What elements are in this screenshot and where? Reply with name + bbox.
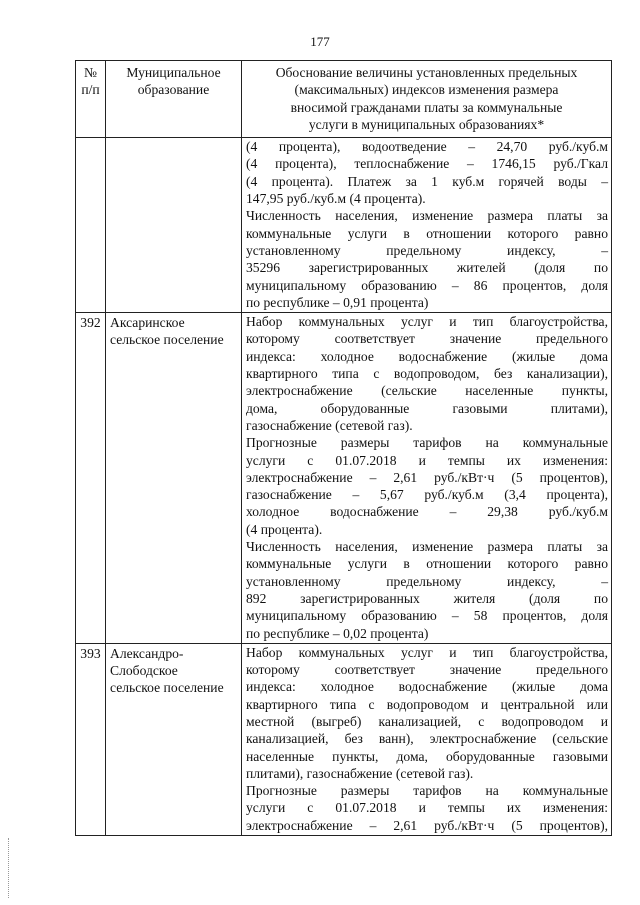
justification-paragraph xyxy=(246,434,608,538)
justification-text xyxy=(242,313,612,644)
header-num: № п/п xyxy=(76,61,106,138)
text-line: газоснабжение – 5,67 руб./куб.м (3,4 процента), xyxy=(246,487,608,503)
table-row xyxy=(76,138,612,313)
page-number: 177 xyxy=(310,34,330,49)
municipality-name: Аксаринское сельское поселение xyxy=(106,313,242,644)
text-line: которому соответствует значение предельного xyxy=(246,331,608,347)
header-justification: Обоснование величины установленных предельных (максимальных) индексов изменения размера вносимой гражданами платы за коммунальные услуги в муниципальных образованиях* xyxy=(242,61,612,138)
text-line: квартирного типа с водопроводом и центральной или xyxy=(246,696,608,712)
text-line: муниципальному образованию – 86 процентов, доля xyxy=(246,277,608,293)
text-line: населенные пункты, дома, оборудованные газовыми xyxy=(246,748,608,764)
justification-text xyxy=(242,643,612,835)
text-line: плитами), газоснабжение (сетевой газ). xyxy=(246,765,474,781)
justification-paragraph xyxy=(246,207,608,311)
text-line: муниципальному образованию – 58 процентов, доля xyxy=(246,608,608,624)
table-row xyxy=(76,643,612,835)
text-line: по республике – 0,02 процента) xyxy=(246,625,429,641)
text-line: установленному предельному индексу, – xyxy=(246,242,608,258)
text-line: Набор коммунальных услуг и тип благоустройства, xyxy=(246,314,608,330)
text-line: коммунальные услуги в отношении которого равно xyxy=(246,556,608,572)
table-header-row xyxy=(76,61,612,138)
header-municipality: Муниципальное образование xyxy=(106,61,242,138)
text-line: газоснабжение (сетевой газ). xyxy=(246,417,413,433)
text-line: Прогнозные размеры тарифов на коммунальные xyxy=(246,783,608,799)
text-line: 147,95 руб./куб.м (4 процента). xyxy=(246,191,426,207)
text-line: услуги с 01.07.2018 и темпы их изменения: xyxy=(246,800,608,816)
text-line: канализацией, без ванн), электроснабжение (сельские xyxy=(246,731,608,747)
text-line: установленному предельному индексу, – xyxy=(246,573,608,589)
justification-paragraph xyxy=(246,538,608,642)
municipality-name xyxy=(106,138,242,313)
justification-paragraph xyxy=(246,138,608,207)
text-line: которому соответствует значение предельного xyxy=(246,662,608,678)
tariff-table xyxy=(75,60,612,836)
text-line: индекса: холодное водоснабжение (жилые дома xyxy=(246,348,608,364)
text-line: электроснабжение – 2,61 руб./кВт·ч (5 процентов), xyxy=(246,817,608,833)
text-line: Численность населения, изменение размера платы за xyxy=(246,208,608,224)
text-line: дома, оборудованные газовыми плитами), xyxy=(246,400,608,416)
scan-margin-marks xyxy=(8,838,11,898)
row-number: 393 xyxy=(76,643,106,835)
text-line: коммунальные услуги в отношении которого равно xyxy=(246,225,608,241)
text-line: Набор коммунальных услуг и тип благоустройства, xyxy=(246,644,608,660)
justification-paragraph xyxy=(246,644,608,782)
justification-paragraph xyxy=(246,782,608,834)
row-number: 392 xyxy=(76,313,106,644)
text-line: 892 зарегистрированных жителя (доля по xyxy=(246,590,608,606)
justification-paragraph xyxy=(246,313,608,434)
text-line: (4 процента), водоотведение – 24,70 руб./куб.м xyxy=(246,139,608,155)
text-line: 35296 зарегистрированных жителей (доля по xyxy=(246,260,608,276)
text-line: Численность населения, изменение размера платы за xyxy=(246,539,608,555)
text-line: (4 процента). Платеж за 1 куб.м горячей воды – xyxy=(246,173,608,189)
justification-text xyxy=(242,138,612,313)
text-line: по республике – 0,91 процента) xyxy=(246,294,429,310)
text-line: холодное водоснабжение – 29,38 руб./куб.м xyxy=(246,504,608,520)
text-line: Прогнозные размеры тарифов на коммунальные xyxy=(246,435,608,451)
text-line: местной (выгреб) канализацией, с водопроводом и xyxy=(246,713,608,729)
text-line: электроснабжение (сельские населенные пункты, xyxy=(246,383,608,399)
text-line: услуги с 01.07.2018 и темпы их изменения: xyxy=(246,452,608,468)
table-row xyxy=(76,313,612,644)
text-line: индекса: холодное водоснабжение (жилые дома xyxy=(246,679,608,695)
row-number xyxy=(76,138,106,313)
municipality-name: Александро- Слободское сельское поселение xyxy=(106,643,242,835)
text-line: (4 процента), теплоснабжение – 1746,15 руб./Гкал xyxy=(246,156,608,172)
text-line: квартирного типа с водопроводом, без канализации), xyxy=(246,366,608,382)
text-line: (4 процента). xyxy=(246,521,323,537)
text-line: электроснабжение – 2,61 руб./кВт·ч (5 процентов), xyxy=(246,469,608,485)
